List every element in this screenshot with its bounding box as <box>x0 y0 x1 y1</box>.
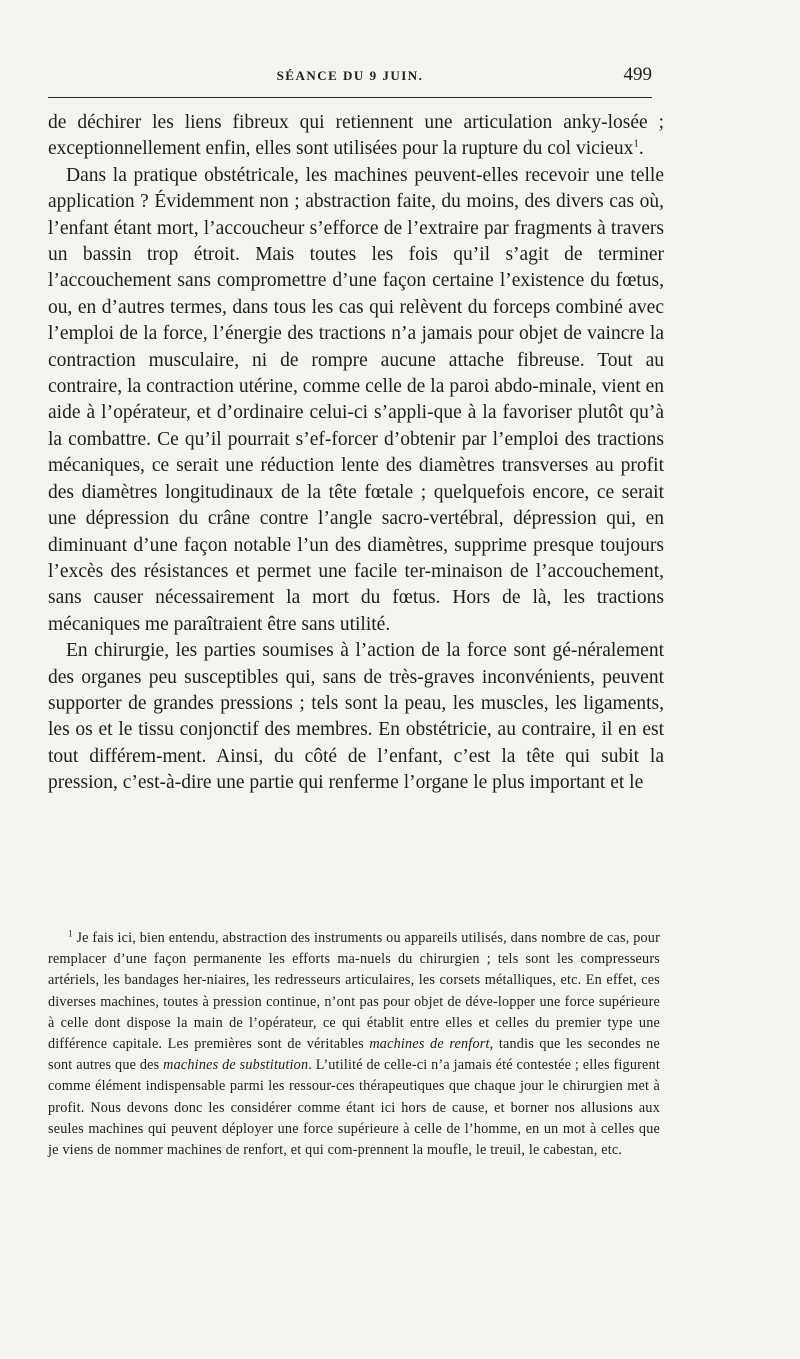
footnote-paragraph <box>48 928 660 1161</box>
paragraph-1-text: de déchirer les liens fibreux qui retiennent une articulation anky-losée ; exceptionnellement enfin, elles sont utilisées pour la rupture du col vicieux <box>48 112 664 160</box>
footnote <box>48 928 660 1161</box>
page-header <box>48 64 652 88</box>
footnote-text-a: Je fais ici, bien entendu, abstraction des instruments ou appareils utilisés, dans nombre de cas, pour remplacer d’une façon permanente les efforts ma-nuels du chirurgien ; tels sont les compresseurs artériels, les bandages her-niaires, les redresseurs articulaires, les corsets métalliques, etc. En effet, ces diverses machines, toutes à pression continue, n’ont pas pour objet de déve-lopper une force supérieure à celle dont dispose la main de l’opérateur, ce qui établit entre elles et celles du premier type une différence capitale. Les premières sont de véritables <box>48 930 660 1053</box>
footnote-marker: 1 <box>68 928 73 939</box>
footnote-ref: 1 <box>633 137 639 150</box>
footnote-emphasis-substitution: machines de substitution <box>163 1057 309 1074</box>
footnote-emphasis-renfort: machines de renfort <box>369 1036 490 1053</box>
running-head: SÉANCE DU 9 JUIN. <box>276 68 424 83</box>
footnote-text-b: , tandis que les secondes ne sont autres que des <box>48 1036 660 1074</box>
paragraph-1 <box>48 110 664 163</box>
paragraph-1-end: . <box>638 138 644 160</box>
main-text <box>48 110 664 797</box>
paragraph-2: Dans la pratique obstétricale, les machines peuvent-elles recevoir une telle application ? Évidemment non ; abstraction faite, du moins, des divers cas où, l’enfant étant mort, l’accoucheur s’efforce de l’extraire par fragments à travers un bassin trop étroit. Mais toutes les fois qu’il s’agit de terminer l’accouchement sans compromettre d’une façon certaine l’existence du fœtus, ou, en d’autres termes, dans tous les cas qui relèvent du forceps combiné avec l’emploi de la force, l’énergie des tractions n’a jamais pour objet de vaincre la contraction musculaire, ni de rompre aucune attache fibreuse. Tout au contraire, la contraction utérine, comme celle de la paroi abdo-minale, vient en aide à l’opérateur, et d’ordinaire celui-ci s’appli-que à la favoriser plutôt qu’à la combattre. Ce qu’il pourrait s’ef-forcer d’obtenir par l’emploi des tractions mécaniques, ce serait une réduction lente des diamètres transverses au profit des diamètres longitudinaux de la tête fœtale ; quelquefois encore, ce serait une dépression du crâne contre l’angle sacro-vertébral, dépression qui, en diminuant d’une façon notable l’un des diamètres, supprime presque toujours l’excès des résistances et permet une facile ter-minaison de l’accouchement, sans causer nécessairement la mort du fœtus. Hors de là, les tractions mécaniques me paraîtraient être sans utilité. <box>48 164 664 635</box>
header-rule <box>48 97 652 98</box>
footnote-text-c: . L’utilité de celle-ci n’a jamais été contestée ; elles figurent comme élément indispensable parmi les ressour-ces thérapeutiques que chaque jour le chirurgien met à profit. Nous devons donc les considérer comme étant ici hors de cause, et borner nos allusions aux seules machines qui peuvent déployer une force supérieure à celle de l’homme, en un mot à celles que je viens de nommer machines de renfort, et qui com-prennent la moufle, le treuil, le cabestan, etc. <box>48 1057 660 1159</box>
page-number: 499 <box>623 64 652 85</box>
paragraph-3: En chirurgie, les parties soumises à l’action de la force sont gé-néralement des organes peu susceptibles qui, sans de très-graves inconvénients, peuvent supporter de grandes pressions ; tels sont la peau, les muscles, les ligaments, les os et le tissu conjonctif des membres. En obstétricie, au contraire, il en est tout différem-ment. Ainsi, du côté de l’enfant, c’est la tête qui subit la pression, c’est-à-dire une partie qui renferme l’organe le plus important et le <box>48 640 664 794</box>
